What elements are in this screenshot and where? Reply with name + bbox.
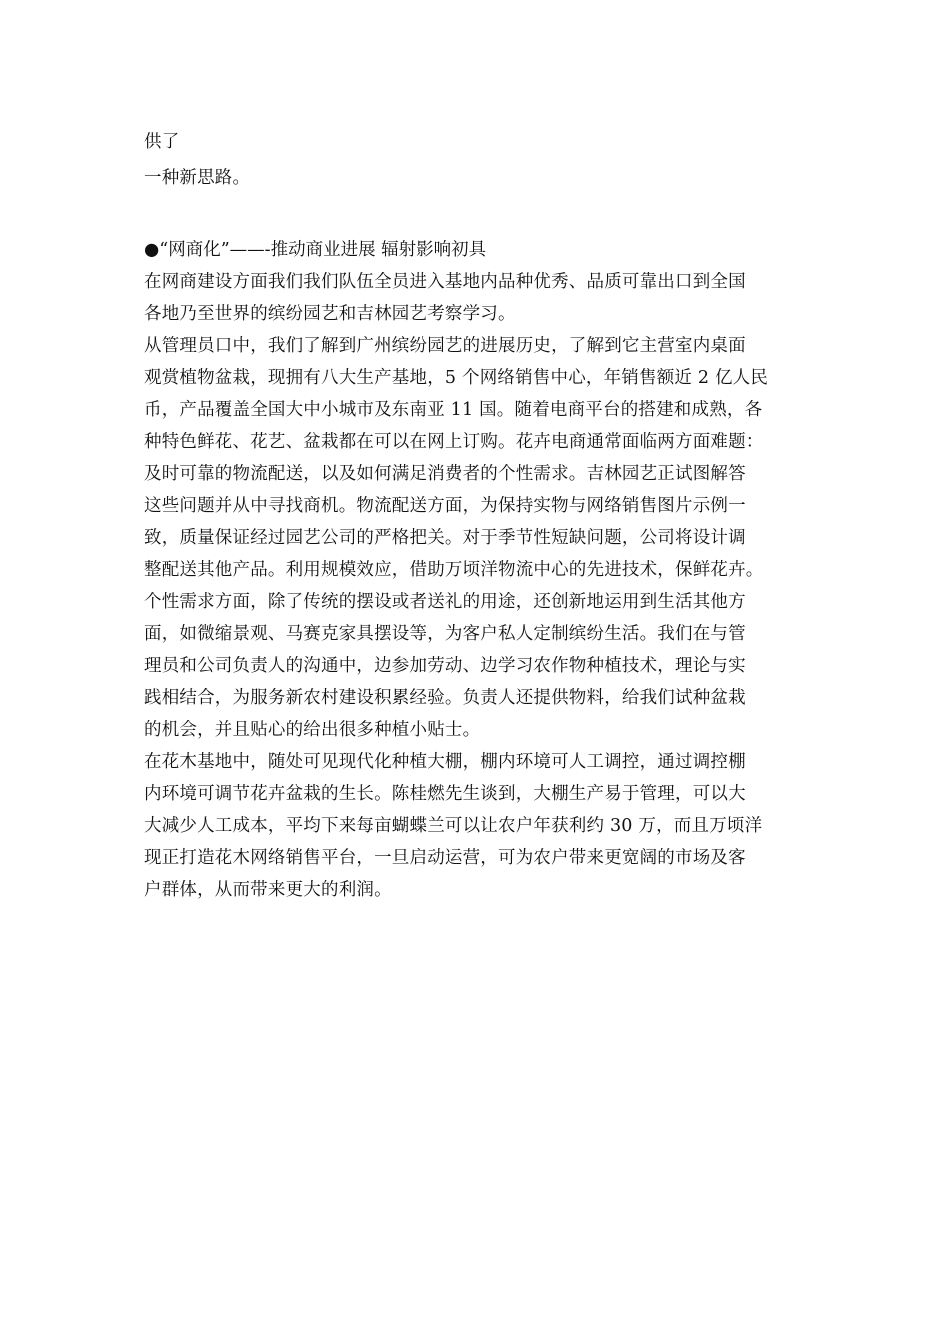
text-line: 面，如微缩景观、马赛克家具摆设等，为客户私人定制缤纷生活。我们在与管 <box>144 624 746 644</box>
text-line: 个性需求方面，除了传统的摆设或者送礼的用途，还创新地运用到生活其他方 <box>144 592 746 612</box>
paragraph-1 <box>144 266 824 330</box>
text-line: 币，产品覆盖全国大中小城市及东南亚 11 国。随着电商平台的搭建和成熟，各 <box>144 400 763 420</box>
text-line: 内环境可调节花卉盆栽的生长。陈桂燃先生谈到，大棚生产易于管理，可以大 <box>144 784 746 804</box>
text-line: 观赏植物盆栽，现拥有八大生产基地，5 个网络销售中心，年销售额近 2 亿人民 <box>144 368 769 388</box>
text-line: 一种新思路。 <box>144 168 251 188</box>
document-body <box>144 124 824 906</box>
text-line: 各地乃至世界的缤纷园艺和吉林园艺考察学习。 <box>144 304 516 324</box>
paragraph-gap <box>144 196 824 234</box>
text-line: 践相结合，为服务新农村建设积累经验。负责人还提供物料，给我们试种盆栽 <box>144 688 746 708</box>
text-line: 整配送其他产品。利用规模效应，借助万顷洋物流中心的先进技术，保鲜花卉。 <box>144 560 764 580</box>
text-line: 现正打造花木网络销售平台，一旦启动运营，可为农户带来更宽阔的市场及客 <box>144 848 746 868</box>
text-line: 大减少人工成本，平均下来每亩蝴蝶兰可以让农户年获利约 30 万，而且万顷洋 <box>144 816 763 836</box>
text-line: 的机会，并且贴心的给出很多种植小贴士。 <box>144 720 481 740</box>
text-line: 在花木基地中，随处可见现代化种植大棚，棚内环境可人工调控，通过调控棚 <box>144 752 746 772</box>
paragraph-2 <box>144 330 824 746</box>
text-line: 户群体，从而带来更大的利润。 <box>144 880 392 900</box>
text-line: 在网商建设方面我们我们队伍全员进入基地内品种优秀、品质可靠出口到全国 <box>144 272 746 292</box>
text-line: 这些问题并从中寻找商机。物流配送方面，为保持实物与网络销售图片示例一 <box>144 496 746 516</box>
section-heading: ●“网商化”——-推动商业进展 辐射影响初具 <box>144 240 487 260</box>
text-line: 从管理员口中，我们了解到广州缤纷园艺的进展历史，了解到它主营室内桌面 <box>144 336 746 356</box>
text-line: 理员和公司负责人的沟通中，边参加劳动、边学习农作物种植技术，理论与实 <box>144 656 746 676</box>
paragraph-3 <box>144 746 824 906</box>
text-line: 致，质量保证经过园艺公司的严格把关。对于季节性短缺问题，公司将设计调 <box>144 528 746 548</box>
text-line: 及时可靠的物流配送，以及如何满足消费者的个性需求。吉林园艺正试图解答 <box>144 464 746 484</box>
intro-text <box>144 124 824 196</box>
text-line: 供了 <box>144 132 180 152</box>
text-line: 种特色鲜花、花艺、盆栽都在可以在网上订购。花卉电商通常面临两方面难题： <box>144 432 764 452</box>
